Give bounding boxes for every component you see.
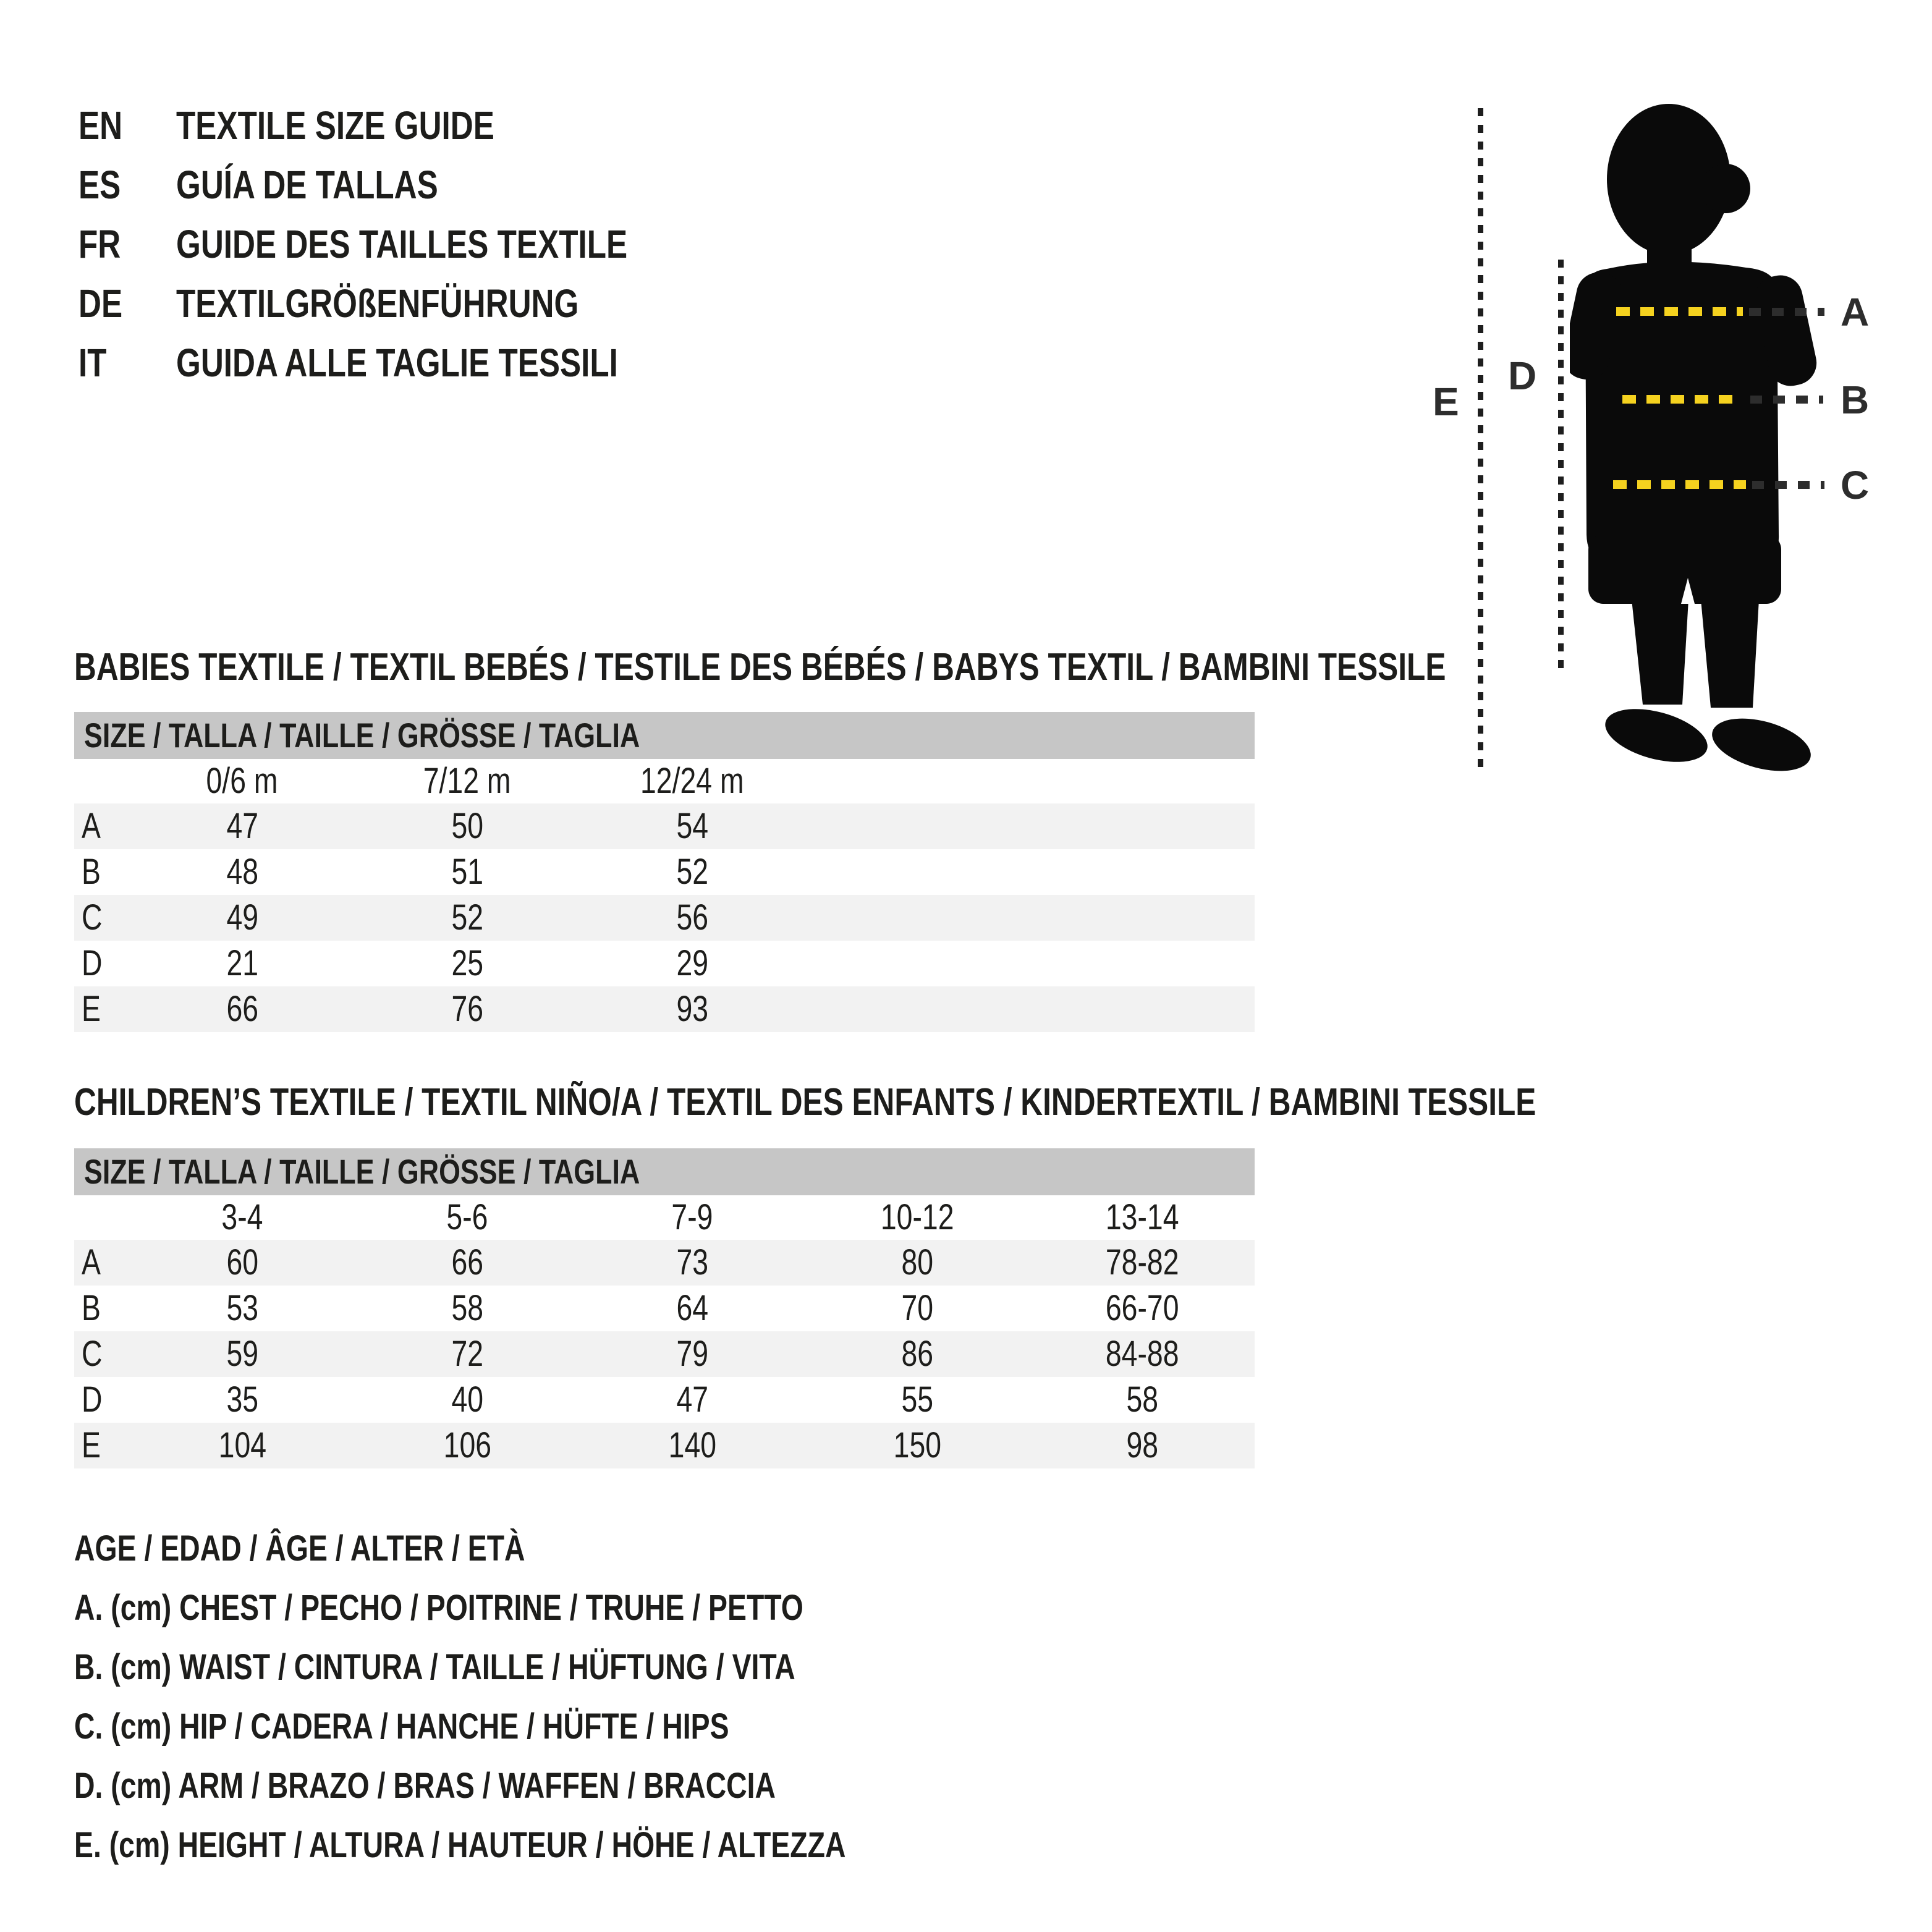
- table-cell: 73: [676, 1242, 708, 1282]
- hip-tape-dark: [1752, 481, 1824, 489]
- table-cell: 66: [226, 989, 258, 1029]
- table-corner-cell: [74, 759, 130, 803]
- table-row: [74, 941, 1255, 986]
- figure-label-c: C: [1841, 463, 1870, 507]
- table-cell: 21: [226, 943, 258, 983]
- language-code: FR: [78, 222, 121, 266]
- table-cell: 70: [901, 1288, 933, 1328]
- table-column-header: 7-9: [671, 1197, 713, 1237]
- table-cell: 140: [668, 1425, 716, 1465]
- table-row-label: C: [82, 897, 103, 938]
- arm-measure-line-d: [1558, 260, 1564, 677]
- babies-size-header-text: SIZE / TALLA / TAILLE / GRÖSSE / TAGLIA: [84, 716, 640, 755]
- chest-tape-yellow: [1616, 307, 1743, 316]
- table-cell: 84-88: [1105, 1334, 1179, 1374]
- language-title: GUIDE DES TAILLES TEXTILE: [176, 222, 628, 266]
- chest-tape-dark: [1749, 308, 1824, 316]
- silhouette-hair: [1701, 164, 1750, 213]
- children-section-title: [74, 1078, 1902, 1127]
- table-cell: 56: [676, 897, 708, 938]
- table-cell: 79: [676, 1334, 708, 1374]
- hip-tape-yellow: [1613, 480, 1746, 489]
- language-title: GUIDA ALLE TAGLIE TESSILI: [176, 341, 618, 385]
- table-cell: 58: [1126, 1379, 1158, 1420]
- language-code: DE: [78, 281, 123, 326]
- table-cell: 106: [443, 1425, 491, 1465]
- table-cell: 78-82: [1105, 1242, 1179, 1282]
- table-cell: 76: [451, 989, 483, 1029]
- table-row: [74, 1240, 1255, 1286]
- table-cell: 47: [676, 1379, 708, 1420]
- measurement-figure: [1421, 93, 1932, 803]
- legend-line: B. (cm) WAIST / CINTURA / TAILLE / HÜFTUNG / VITA: [74, 1647, 795, 1687]
- table-row-label: A: [82, 1242, 101, 1282]
- table-row: [74, 895, 1255, 941]
- table-cell: 51: [451, 852, 483, 892]
- table-cell: 59: [226, 1334, 258, 1374]
- children-size-header-text: SIZE / TALLA / TAILLE / GRÖSSE / TAGLIA: [84, 1152, 640, 1191]
- table-row: [74, 1286, 1255, 1331]
- table-cell: 25: [451, 943, 483, 983]
- table-cell: 29: [676, 943, 708, 983]
- table-row: [74, 1423, 1255, 1468]
- table-row-label: E: [82, 1425, 101, 1465]
- table-cell: 50: [451, 806, 483, 846]
- language-title: GUÍA DE TALLAS: [176, 163, 438, 207]
- babies-size-table: [74, 759, 1255, 1032]
- table-row-label: A: [82, 806, 101, 846]
- table-cell: 52: [451, 897, 483, 938]
- table-header-row: [74, 1195, 1255, 1240]
- table-cell: 104: [218, 1425, 266, 1465]
- children-size-table: [74, 1195, 1255, 1468]
- silhouette-right-shoe: [1706, 709, 1816, 776]
- language-code: EN: [78, 103, 123, 148]
- table-column-header: 5-6: [446, 1197, 488, 1237]
- table-header-row: [74, 759, 1255, 803]
- table-row: [74, 803, 1255, 849]
- table-cell: 54: [676, 806, 708, 846]
- figure-label-d: D: [1508, 354, 1537, 398]
- table-cell: 72: [451, 1334, 483, 1374]
- table-cell: 60: [226, 1242, 258, 1282]
- table-row-label: D: [82, 1379, 103, 1420]
- table-cell: 58: [451, 1288, 483, 1328]
- table-row: [74, 986, 1255, 1032]
- figure-label-e: E: [1433, 379, 1459, 424]
- table-cell: 86: [901, 1334, 933, 1374]
- table-cell: 53: [226, 1288, 258, 1328]
- table-corner-cell: [74, 1195, 130, 1240]
- table-column-header: 10-12: [880, 1197, 954, 1237]
- table-cell: 48: [226, 852, 258, 892]
- figure-label-b: B: [1841, 378, 1870, 422]
- language-title: TEXTILGRÖßENFÜHRUNG: [176, 281, 579, 326]
- legend-line: A. (cm) CHEST / PECHO / POITRINE / TRUHE / PETTO: [74, 1588, 803, 1628]
- babies-section-title-text: BABIES TEXTILE / TEXTIL BEBÉS / TESTILE DES BÉBÉS / BABYS TEXTIL / BAMBINI TESSILE: [74, 646, 1446, 688]
- table-column-header: 7/12 m: [423, 761, 511, 801]
- table-row-label: D: [82, 943, 103, 983]
- table-cell: 40: [451, 1379, 483, 1420]
- table-cell: 150: [893, 1425, 941, 1465]
- babies-size-header-bar: [74, 712, 1255, 759]
- babies-section-title: [74, 643, 1789, 692]
- language-code: ES: [78, 163, 121, 207]
- table-cell: 64: [676, 1288, 708, 1328]
- legend-line: AGE / EDAD / ÂGE / ALTER / ETÀ: [74, 1528, 525, 1569]
- silhouette-left-shoe: [1599, 699, 1713, 771]
- measurement-legend: [0, 1524, 1360, 1907]
- table-row-label: E: [82, 989, 101, 1029]
- table-cell: 55: [901, 1379, 933, 1420]
- table-cell: 35: [226, 1379, 258, 1420]
- table-cell: 66-70: [1105, 1288, 1179, 1328]
- table-cell: 47: [226, 806, 258, 846]
- waist-tape-yellow: [1622, 395, 1739, 404]
- figure-label-a: A: [1841, 290, 1870, 334]
- legend-line: E. (cm) HEIGHT / ALTURA / HAUTEUR / HÖHE / ALTEZZA: [74, 1825, 846, 1865]
- table-cell: 93: [676, 989, 708, 1029]
- table-row-label: C: [82, 1334, 103, 1374]
- table-cell: 52: [676, 852, 708, 892]
- table-column-header: 13-14: [1105, 1197, 1179, 1237]
- table-cell: 98: [1126, 1425, 1158, 1465]
- table-row-label: B: [82, 852, 101, 892]
- table-row: [74, 849, 1255, 895]
- legend-line: D. (cm) ARM / BRAZO / BRAS / WAFFEN / BRACCIA: [74, 1766, 776, 1806]
- children-section-title-text: CHILDREN’S TEXTILE / TEXTIL NIÑO/A / TEXTIL DES ENFANTS / KINDERTEXTIL / BAMBINI TESSILE: [74, 1081, 1536, 1124]
- table-cell: 66: [451, 1242, 483, 1282]
- table-cell: 80: [901, 1242, 933, 1282]
- table-row: [74, 1377, 1255, 1423]
- legend-line: C. (cm) HIP / CADERA / HANCHE / HÜFTE / HIPS: [74, 1706, 729, 1747]
- waist-tape-dark: [1750, 396, 1823, 404]
- table-column-header: 12/24 m: [640, 761, 744, 801]
- table-cell: 49: [226, 897, 258, 938]
- table-row: [74, 1331, 1255, 1377]
- language-code: IT: [78, 341, 107, 385]
- table-row-label: B: [82, 1288, 101, 1328]
- table-column-header: 3-4: [221, 1197, 263, 1237]
- table-column-header: 0/6 m: [206, 761, 279, 801]
- language-title: TEXTILE SIZE GUIDE: [176, 103, 494, 148]
- children-size-header-bar: [74, 1148, 1255, 1195]
